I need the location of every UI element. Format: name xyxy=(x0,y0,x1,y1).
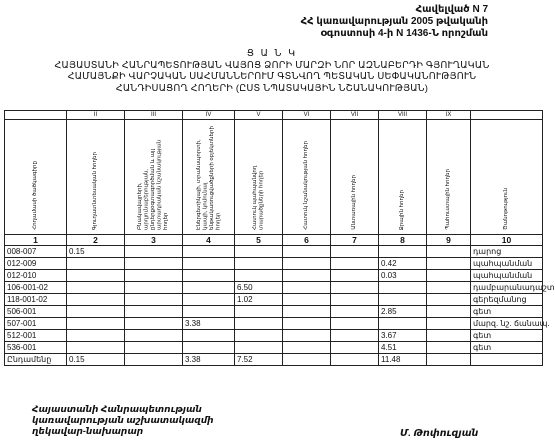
area-cell xyxy=(183,246,235,258)
total-cell xyxy=(427,354,471,366)
total-cell xyxy=(283,354,331,366)
area-cell xyxy=(235,330,283,342)
note-cell: դարոց xyxy=(471,246,543,258)
column-header-row xyxy=(5,120,543,235)
signatory-name: Մ. Թոփուզյան xyxy=(400,428,479,439)
roman-cell xyxy=(5,111,67,120)
roman-cell: II xyxy=(67,111,125,120)
parcel-code-cell: 008-007 xyxy=(5,246,67,258)
area-cell xyxy=(379,294,427,306)
area-cell xyxy=(125,258,183,270)
area-cell xyxy=(235,246,283,258)
appendix-header xyxy=(188,4,488,40)
signatory-position xyxy=(32,404,214,437)
parcel-code-cell: 512-001 xyxy=(5,330,67,342)
area-cell xyxy=(331,342,379,354)
table-row xyxy=(5,318,543,330)
parcel-code-cell: 536-001 xyxy=(5,342,67,354)
roman-cell: IX xyxy=(427,111,471,120)
table-row xyxy=(5,294,543,306)
column-number: 2 xyxy=(67,235,125,246)
table-row xyxy=(5,270,543,282)
area-cell xyxy=(183,258,235,270)
column-header xyxy=(379,120,427,235)
roman-cell xyxy=(471,111,543,120)
area-cell: 3.38 xyxy=(183,318,235,330)
note-cell: մարզ. նշ. ճանապ. xyxy=(471,318,543,330)
area-cell: 4.51 xyxy=(379,342,427,354)
column-header xyxy=(125,120,183,235)
title-line-1: ՀԱՅԱՍՏԱՆԻ ՀԱՆՐԱՊԵՏՈՒԹՅԱՆ ՎԱՅՈՑ ՁՈՐԻ ՄԱՐԶԻ ՆՈՐ ԱԶՆԱԲԵՐԴԻ ԳՅՈՒՂԱԿԱՆ xyxy=(54,59,490,71)
area-cell xyxy=(67,270,125,282)
table-body xyxy=(5,246,555,354)
roman-cell: VII xyxy=(331,111,379,120)
column-number: 10 xyxy=(471,235,543,246)
area-cell xyxy=(125,246,183,258)
area-cell xyxy=(67,258,125,270)
table-row xyxy=(5,342,543,354)
area-cell xyxy=(67,342,125,354)
area-cell xyxy=(283,270,331,282)
table-row xyxy=(5,306,543,318)
area-cell xyxy=(427,246,471,258)
area-cell: 0.15 xyxy=(67,246,125,258)
signatory-line-3: ղեկավար-նախարար xyxy=(32,426,144,436)
column-number: 5 xyxy=(235,235,283,246)
area-cell xyxy=(427,306,471,318)
note-cell: դամբարանադաշտ xyxy=(471,282,543,294)
area-cell: 1.02 xyxy=(235,294,283,306)
area-cell xyxy=(379,282,427,294)
column-header-text: Հողամասի ծածկագիրը xyxy=(32,161,39,230)
column-number: 3 xyxy=(125,235,183,246)
area-cell xyxy=(125,282,183,294)
column-header xyxy=(471,120,543,235)
roman-numeral-row xyxy=(5,111,543,120)
area-cell xyxy=(427,330,471,342)
column-header xyxy=(283,120,331,235)
note-cell: գետ xyxy=(471,306,543,318)
area-cell xyxy=(283,282,331,294)
column-number: 1 xyxy=(5,235,67,246)
column-header xyxy=(235,120,283,235)
column-header-text: Գյուղատնտեսական հողեր xyxy=(92,151,99,230)
area-cell xyxy=(283,342,331,354)
column-number-row xyxy=(5,235,543,246)
area-cell xyxy=(331,258,379,270)
table-row xyxy=(5,330,543,342)
appendix-number: Հավելված N 7 xyxy=(415,4,488,15)
area-cell xyxy=(283,246,331,258)
area-cell xyxy=(235,342,283,354)
column-number: 6 xyxy=(283,235,331,246)
area-cell xyxy=(331,246,379,258)
parcel-code-cell: 012-009 xyxy=(5,258,67,270)
signatory-line-2: կառավարության աշխատակազմի xyxy=(32,415,214,425)
total-cell xyxy=(125,354,183,366)
column-header-text: Ջրային հողեր xyxy=(399,189,406,230)
table-row xyxy=(5,258,543,270)
appendix-decree-line: ՀՀ կառավարության 2005 թվականի xyxy=(300,16,488,27)
area-cell xyxy=(125,306,183,318)
column-header xyxy=(331,120,379,235)
area-cell xyxy=(67,318,125,330)
column-number: 4 xyxy=(183,235,235,246)
title-line-3: ՀԱՆԴԻՍԱՑՈՂ ՀՈՂԵՐԻ (ԸՍՏ ՆՊԱՏԱԿԱՅԻՆ ՆՇԱՆԱԿՈՒԹՅԱՆ) xyxy=(115,82,429,94)
area-cell xyxy=(379,318,427,330)
area-cell xyxy=(183,306,235,318)
area-cell xyxy=(125,294,183,306)
column-header xyxy=(427,120,471,235)
signatory-line-1: Հայաստանի Հանրապետության xyxy=(32,404,202,414)
parcel-code-cell: 507-001 xyxy=(5,318,67,330)
area-cell xyxy=(183,342,235,354)
column-header-text: Պահուստային հողեր xyxy=(445,169,452,230)
table-row xyxy=(5,246,543,258)
area-cell xyxy=(183,330,235,342)
table-row xyxy=(5,282,543,294)
total-cell: 11.48 xyxy=(379,354,427,366)
area-cell xyxy=(235,258,283,270)
area-cell xyxy=(235,270,283,282)
area-cell xyxy=(283,258,331,270)
area-cell xyxy=(183,282,235,294)
note-cell: գերեզմանոց xyxy=(471,294,543,306)
roman-cell: III xyxy=(125,111,183,120)
note-cell: գետ xyxy=(471,330,543,342)
column-number: 8 xyxy=(379,235,427,246)
area-cell xyxy=(283,330,331,342)
total-cell xyxy=(471,354,543,366)
area-cell: 0.42 xyxy=(379,258,427,270)
column-header xyxy=(67,120,125,235)
area-cell xyxy=(427,294,471,306)
area-cell xyxy=(235,318,283,330)
note-cell: պահպանման xyxy=(471,258,543,270)
area-cell xyxy=(331,318,379,330)
area-cell xyxy=(125,330,183,342)
parcel-code-cell: 012-010 xyxy=(5,270,67,282)
column-number: 9 xyxy=(427,235,471,246)
area-cell xyxy=(125,318,183,330)
area-cell xyxy=(67,294,125,306)
column-header-text: Էներգետիկայի, տրանսպորտի, կապի, կոմունալ ենթակառուցվածքների օբյեկտների հողեր xyxy=(195,126,221,230)
area-cell xyxy=(125,270,183,282)
total-label: Ընդամենը xyxy=(5,354,67,366)
total-row xyxy=(5,354,543,366)
column-header xyxy=(183,120,235,235)
area-cell xyxy=(183,270,235,282)
area-cell xyxy=(331,294,379,306)
note-cell: պահպանման xyxy=(471,270,543,282)
area-cell xyxy=(379,246,427,258)
area-cell xyxy=(283,306,331,318)
area-cell: 0.03 xyxy=(379,270,427,282)
column-header xyxy=(5,120,67,235)
total-cell: 3.38 xyxy=(183,354,235,366)
total-cell xyxy=(331,354,379,366)
area-cell xyxy=(183,294,235,306)
area-cell xyxy=(283,294,331,306)
total-cell: 0.15 xyxy=(67,354,125,366)
area-cell xyxy=(331,330,379,342)
note-cell: գետ xyxy=(471,342,543,354)
appendix-date-line: օգոստոսի 4-ի N 1436-Ն որոշման xyxy=(320,28,488,39)
land-table xyxy=(4,110,555,366)
area-cell xyxy=(331,282,379,294)
area-cell xyxy=(331,270,379,282)
area-cell xyxy=(283,318,331,330)
column-number: 7 xyxy=(331,235,379,246)
area-cell: 3.67 xyxy=(379,330,427,342)
area-cell xyxy=(427,270,471,282)
roman-cell: V xyxy=(235,111,283,120)
roman-cell: IV xyxy=(183,111,235,120)
column-header-text: Հատուկ պահպանվող տարածքների հողեր xyxy=(252,165,265,230)
area-cell xyxy=(67,282,125,294)
area-cell xyxy=(427,282,471,294)
column-header-text: Հատուկ նշանակության հողեր xyxy=(303,141,310,230)
area-cell xyxy=(125,342,183,354)
column-header-text: Անտառային հողեր xyxy=(351,175,358,230)
area-cell xyxy=(427,318,471,330)
area-cell: 2.85 xyxy=(379,306,427,318)
area-cell xyxy=(235,306,283,318)
document-title xyxy=(0,48,544,94)
parcel-code-cell: 118-001-02 xyxy=(5,294,67,306)
area-cell: 6.50 xyxy=(235,282,283,294)
title-line-2: ՀԱՄԱՅՆՔԻ ՎԱՐՉԱԿԱՆ ՍԱՀՄԱՆՆԵՐՈՒՄ ԳՏՆՎՈՂ ՊԵՏԱԿԱՆ ՍԵՓԱԿԱՆՈՒԹՅՈՒՆ xyxy=(67,71,477,82)
parcel-code-cell: 106-001-02 xyxy=(5,282,67,294)
total-cell: 7.52 xyxy=(235,354,283,366)
area-cell xyxy=(67,306,125,318)
column-header-text: Բնակավայրերի, արդյունաբերության, ընդերքօգտագործման և այլ արտադրական նշանակության հողեր xyxy=(137,139,170,230)
column-header-text: Ծանոթություն xyxy=(503,188,510,230)
roman-cell: VIII xyxy=(379,111,427,120)
roman-cell: VI xyxy=(283,111,331,120)
area-cell xyxy=(427,342,471,354)
area-cell xyxy=(67,330,125,342)
parcel-code-cell: 506-001 xyxy=(5,306,67,318)
title-list-word: Ց Ա Ն Կ xyxy=(246,48,298,59)
area-cell xyxy=(427,258,471,270)
area-cell xyxy=(331,306,379,318)
